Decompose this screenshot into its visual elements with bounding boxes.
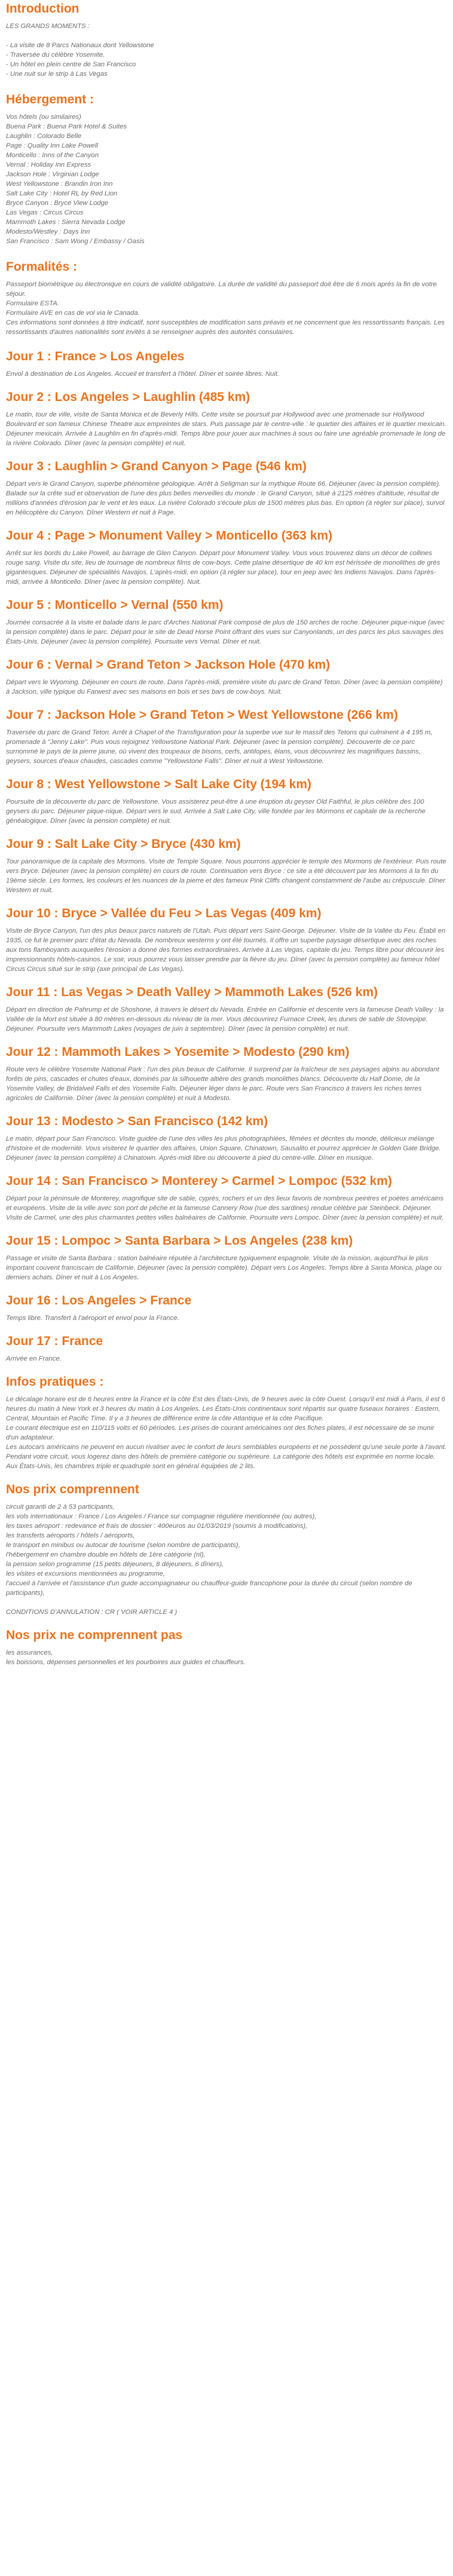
section-text: Arrivée en France. — [6, 1355, 62, 1362]
itinerary-document — [0, 1, 453, 1678]
section-text: Ces informations sont données à titre indicatif, sont susceptibles de modification sans préavis et ne concernent que les ressortissants français. Les ressortissants d'autres nationalités sont invités à se renseigner auprès des autorités consulaires. — [6, 319, 445, 336]
section-jour11 — [6, 985, 447, 1045]
section-title: Jour 1 : France > Los Angeles — [6, 350, 185, 363]
section-title: Jour 3 : Laughlin > Grand Canyon > Page (546 km) — [6, 460, 307, 473]
section-title: Jour 9 : Salt Lake City > Bryce (430 km) — [6, 837, 241, 851]
section-title: Jour 16 : Los Angeles > France — [6, 1294, 192, 1307]
section-text: le transport en minibus ou autocar de tourisme (selon nombre de participants), — [6, 1542, 240, 1549]
section-text: - La visite de 8 Parcs Nationaux dont Yellowstone — [6, 42, 154, 49]
section-hebergement — [6, 92, 447, 259]
section-jour2 — [6, 390, 447, 459]
section-jour16 — [6, 1293, 447, 1334]
section-introduction — [6, 1, 447, 92]
section-title: Formalités : — [6, 260, 78, 274]
section-text: Modesto/Westley : Days Inn — [6, 228, 90, 235]
section-text: les assurances, — [6, 1649, 53, 1656]
section-jour13 — [6, 1114, 447, 1174]
section-text: CONDITIONS D'ANNULATION : CR ( VOIR ARTICLE 4 ) — [6, 1609, 177, 1616]
section-jour5 — [6, 598, 447, 657]
section-text: Formulaire ESTA. — [6, 300, 59, 307]
section-text: Tour panoramique de la capitale des Mormons. Visite de Temple Square. Nous pourrons apprécier le temple des Mormons de l'extérieur. Puis route vers Bryce. Déjeuner (avec la pension complète) en cours de route. Continuation vers Bryce : ce site a été découvert par les Mormons à la fin du 19ème siècle. Les formes, les couleurs et les nuances de la pierre et des fameux Pink Cliffs changent constamment de l'aube au crépuscule. Dîner Western et nuit. — [6, 858, 446, 894]
section-text: Poursuite de la découverte du parc de Yellowstone. Vous assisterez peut-être à une éruption du geyser Old Faithful, le plus célèbre des 100 geysers du parc. Déjeuner pique-nique. Départ vers le sud. Arrivée à Salt Lake City, ville fondée par les Mormons et capitale de la recherche généalogique. Dîner (avec la pension complète) et nuit. — [6, 798, 426, 825]
section-text: Départ vers le Wyoming. Déjeuner en cours de route. Dans l'après-midi, première visite du parc de Grand Teton. Dîner (avec la pension complète) à Jackson, ville typique du Farwest avec ses maisons en bois et ses bars de cow-boys. Nuit. — [6, 679, 443, 696]
section-jour10 — [6, 906, 447, 985]
section-text: l'accueil à l'arrivée et l'assistance d'un guide accompagnateur ou chauffeur-guide francophone pour la durée du circuit (selon nombre de participants), — [6, 1580, 412, 1597]
section-text: Pendant votre circuit, vous logerez dans des hôtels de première catégorie ou supérieure. La catégorie des hôtels est exprimée en norme locale. Aux États-Unis, les chambres triple et quadruple sont en général équipées de 2 lits. — [6, 1453, 436, 1470]
section-text: les transferts aéroports / hôtels / aéroports, — [6, 1532, 135, 1539]
section-text: Vos hôtels (ou similaires) — [6, 114, 81, 121]
section-title: Jour 11 : Las Vegas > Death Valley > Mammoth Lakes (526 km) — [6, 985, 378, 999]
section-text: - Une nuit sur le strip à Las Vegas — [6, 71, 108, 78]
section-text: - Un hôtel en plein centre de San Francisco — [6, 61, 136, 68]
section-text: Formulaire AVE en cas de vol via le Canada. — [6, 310, 140, 317]
section-text: Laughlin : Colorado Belle — [6, 133, 82, 140]
section-necomprend — [6, 1628, 447, 1678]
section-text: les taxes aéroport : redevance et frais de dossier : 400euros au 01/03/2019 (soumis à modifications), — [6, 1523, 308, 1530]
section-text: Buena Park : Buena Park Hotel & Suites — [6, 123, 127, 130]
section-title: Jour 7 : Jackson Hole > Grand Teton > West Yellowstone (266 km) — [6, 708, 398, 722]
section-title: Infos pratiques : — [6, 1375, 104, 1389]
section-text: Départ pour la péninsule de Monterey, magnifique site de sable, cyprès, rochers et un des lieux favoris de nombreux peintres et poètes américains et européens. Visite de la ville avec son port de pêche et la fameuse Cannery Row (rue des sardines) rendue célèbre par Steinbeck. Déjeuner. Visite de Carmel, une des plus charmantes petites villes balnéaires de Californie. Poursuite vers Lompoc. Dîner (avec la pension complète) et nuit. — [6, 1195, 444, 1221]
section-text: les boissons, dépenses personnelles et les pourboires aux guides et chauffeurs. — [6, 1659, 246, 1666]
section-jour14 — [6, 1174, 447, 1233]
section-text: Départ en direction de Pahrump et de Shoshone, à travers le désert du Nevada. Entrée en Californie et descente vers la fameuse Death Valley : la Vallée de la Mort est située à 80 mètres en-dessous du niveau de la mer. Vous découvrirez Furnace Creek, les dunes de sable de Stovepipe. Déjeuner. Poursuite vers Mammoth Lakes (voyages de juin à septembre). Dîner (avec la pension complète) et nuit. — [6, 1006, 444, 1033]
section-title: Jour 4 : Page > Monument Valley > Monticello (363 km) — [6, 529, 333, 543]
section-jour8 — [6, 777, 447, 837]
section-text: Passeport biométrique ou électronique en cours de validité obligatoire. La durée de validité du passeport doit être de 6 mois après la fin de votre séjour. — [6, 281, 437, 298]
section-jour9 — [6, 837, 447, 906]
section-text — [6, 31, 447, 41]
section-text: Visite de Bryce Canyon, l'un des plus beaux parcs naturels de l'Utah. Puis départ vers Saint-George. Déjeuner. Visite de la Vallée du Feu. Établi en 1935, ce fut le premier parc d'état du Nevada. De nombreux westerns y ont été tournés. Il offre un superbe paysage désertique avec des roches aux tons flamboyants auxquelles l'érosion a donné des formes extraordinaires. Arrivée à Las Vegas, capitale du jeu. Temps libre pour découvrir les impressionnants hôtels-casinos. Le soir, vous pourrez vous laisser prendre par la fièvre du jeu. Dîner (avec la pension complète) au fameux hôtel Circus Circus situé sur le strip (axe principal de Las Vegas). — [6, 927, 446, 973]
section-title: Jour 8 : West Yellowstone > Salt Lake City (194 km) — [6, 777, 311, 791]
section-jour1 — [6, 349, 447, 390]
section-text: Salt Lake City : Hotel RL by Red Lion — [6, 190, 118, 197]
section-text: Las Vegas : Circus Circus — [6, 209, 84, 216]
section-jour12 — [6, 1045, 447, 1114]
section-text: Envol à destination de Los Angeles. Accueil et transfert à l'hôtel. Dîner et soirée libres. Nuit. — [6, 370, 280, 378]
section-text: les vols internationaux : France / Los Angeles / France sur compagnie régulière mentionnée (ou autres), — [6, 1513, 317, 1520]
section-text: Passage et visite de Santa Barbara : station balnéaire réputée à l'architecture typiquement espagnole. Visite de la mission, aujourd'hui le plus important couvent franciscain de Californie. Déjeuner (avec la pension complète). Départ vers Los Angeles. Temps libre à Santa Monica, plage ou derniers achats. Dîner et nuit à Los Angeles. — [6, 1255, 442, 1281]
section-title: Nos prix ne comprennent pas — [6, 1628, 183, 1642]
section-jour17 — [6, 1334, 447, 1374]
section-text: Le matin, départ pour San Francisco. Visite guidée de l'une des villes les plus photographiées, fêmées et décrites du monde, délicieux mélange d'histoire et de modernité. Vous visiterez le quartier des affaires, Union Square, Chinatown, Sausalito et pourrez apprécier le Golden Gate Bridge. Déjeuner (avec la pension complète) à Chinatown. Après-midi libre ou découverte à pied du centre-ville. Dîner en musique. — [6, 1135, 441, 1162]
section-jour3 — [6, 459, 447, 528]
section-title: Jour 15 : Lompoc > Santa Barbara > Los Angeles (238 km) — [6, 1234, 353, 1248]
section-text: Bryce Canyon : Bryce View Lodge — [6, 200, 109, 207]
section-title: Jour 6 : Vernal > Grand Teton > Jackson Hole (470 km) — [6, 658, 330, 672]
section-text: Route vers le célèbre Yosemite National Park : l'un des plus beaux de Californie. Il surprend par la fraîcheur de ses paysages alpins au abondant forêts de pins, cascades et chutes d'eaux, dominés par la silhouette altière des grands monolithes blancs. Découverte du Half Dome, de la Yosemite Valley, de Bridalveil Falls et des Yosemite Falls. Déjeuner léger dans le parc. Route vers San Francisco à travers les riches terres agricoles de Californie. Dîner (avec la pension complète) et nuit à Modesto. — [6, 1066, 439, 1102]
section-title: Nos prix comprennent — [6, 1482, 139, 1496]
section-jour15 — [6, 1233, 447, 1293]
section-title: Jour 10 : Bryce > Vallée du Feu > Las Vegas (409 km) — [6, 906, 322, 920]
section-text: Le décalage horaire est de 6 heures entre la France et la côte Est des États-Unis, de 9 heures avec la côte Ouest. Lorsqu'il est midi à Paris, il est 6 heures du matin à New York et 3 heures du matin à Los Angeles. Les États-Unis continentaux sont répartis sur quatre fuseaux horaires : Eastern, Central, Mountain et Pacific Time. Il y a 3 heures de différence entre la côte Atlantique et la côte Pacifique. — [6, 1396, 445, 1422]
section-title: Jour 13 : Modesto > San Francisco (142 km) — [6, 1114, 268, 1128]
section-text — [6, 1598, 447, 1607]
section-text: Le courant électrique est en 110/115 volts et 60 périodes. Les prises de courant américaines ont des fiches plates, il est nécessaire de se munir d'un adaptateur. — [6, 1425, 434, 1441]
section-text: Le matin, tour de ville, visite de Santa Monica et de Beverly Hills. Cette visite se poursuit par Hollywood avec une promenade sur Hollywood Boulevard et son fameux Chinese Theatre aux empreintes de stars. Puis passage par le centre-ville : le quartier des affaires et le quartier mexicain. Déjeuner mexicain. Arrivée à Laughlin en fin d'après-midi. Temps libre pour jouer aux machines à sous ou faire une agréable promenade le long de la rivière Colorado. Dîner (avec la pension complète) et nuit. — [6, 411, 446, 447]
section-text: West Yellowstone : Brandin Iron Inn — [6, 180, 113, 188]
section-jour4 — [6, 528, 447, 598]
section-title: Jour 2 : Los Angeles > Laughlin (485 km) — [6, 390, 250, 404]
section-text: San Francisco : Sam Wong / Embassy / Oasis — [6, 238, 145, 245]
section-infos — [6, 1374, 447, 1482]
section-text: - Traversée du célèbre Yosemite. — [6, 51, 105, 59]
section-title: Jour 12 : Mammoth Lakes > Yosemite > Modesto (290 km) — [6, 1045, 350, 1059]
section-title: Jour 14 : San Francisco > Monterey > Carmel > Lompoc (532 km) — [6, 1174, 392, 1188]
section-text: Jackson Hole : Virginian Lodge — [6, 171, 99, 178]
section-text: Mammoth Lakes : Sierra Nevada Lodge — [6, 219, 126, 226]
section-text: Traversée du parc de Grand Teton. Arrêt à Chapel of the Transfiguration pour la superbe vue sur le massif des Tetons qui culminent à 4 195 m, promenade à "Jenny Lake". Puis vous rejoignez Yellowstone National Park. Déjeuner (avec la pension complète). Découverte de ce parc surnommé le pays de la pierre jaune, où vivent des troupeaux de bisons, cerfs, antilopes, élans, vous découvrirez les magnifiques bassins, geysers, sources d'eaux chaudes, cascades comme "Yellowstone Falls". Dîner et nuit à West Yellowstone. — [6, 729, 433, 765]
section-text: Arrêt sur les bords du Lake Powell, au barrage de Glen Canyon. Départ pour Monument Valley. Vous vous trouverez dans un décor de collines rouge sang. Visite du site, lieu de tournage de nombreux films de cow-boys. Cette plaine désertique de 40 km est hérissée de monolithes de grès gigantesques. Déjeuner de spécialités Navajos. L'après-midi, en option (à régler sur place), tour en jeep avec les Indiens Navajos. Dans l'après-midi, arrivée à Monticello. Dîner (avec la pension complète). Nuit. — [6, 550, 440, 586]
section-formalites — [6, 259, 447, 349]
section-text: Temps libre. Transfert à l'aéroport et envol pour la France. — [6, 1315, 179, 1322]
section-text: LES GRANDS MOMENTS : — [6, 23, 90, 30]
section-text: les visites et excursions mentionnées au programme, — [6, 1570, 166, 1578]
section-text: Départ vers le Grand Canyon, superbe phénomène géologique. Arrêt à Seligman sur la mythique Route 66. Déjeuner (avec la pension complète). Balade sur la crête sud et observation de l'une des plus belles merveilles du monde : le Grand Canyon, situé à 2125 mètres d'altitude, résultat de millions d'années d'érosion par le vent et les eaux. La rivière Colorado s'écoule plus de 1500 mètres plus bas. En option (à régler sur place), survol en hélicoptère du Canyon. Dîner Western et nuit à Page. — [6, 480, 445, 516]
section-text: Journée consacrée à la visite et balade dans le parc d'Arches National Park composé de plus de 150 arches de roche. Déjeuner pique-nique (avec la pension complète) dans le parc. Départ pour le site de Dead Horse Point offrant des vues sur Canyonlands, un des parcs les plus sauvages des États-Unis. Déjeuner (avec la pension complète). Poursuite vers Vernal. Dîner et nuit. — [6, 619, 445, 645]
section-text: Page : Quality Inn Lake Powell — [6, 142, 98, 149]
section-comprend — [6, 1482, 447, 1628]
section-title: Introduction — [6, 2, 79, 16]
section-text: circuit garanti de 2 à 53 participants, — [6, 1503, 115, 1511]
section-title: Hébergement : — [6, 93, 94, 106]
section-jour7 — [6, 707, 447, 777]
section-text: la pension selon programme (15 petits déjeuners, 8 déjeuners, 6 dîners), — [6, 1561, 224, 1568]
section-text: l'hébergement en chambre double en hôtels de 1ère catégorie (nl), — [6, 1551, 206, 1558]
section-text: Vernal : Holiday Inn Express — [6, 161, 91, 169]
section-title: Jour 17 : France — [6, 1334, 103, 1348]
section-title: Jour 5 : Monticello > Vernal (550 km) — [6, 598, 224, 612]
section-text: Monticello : Inns of the Canyon — [6, 152, 99, 159]
section-jour6 — [6, 657, 447, 707]
section-text: Les autocars américains ne peuvent en aucun rivaliser avec le confort de leurs semblables européens et ne possèdent qu'une seule porte à l'avant. — [6, 1444, 447, 1451]
